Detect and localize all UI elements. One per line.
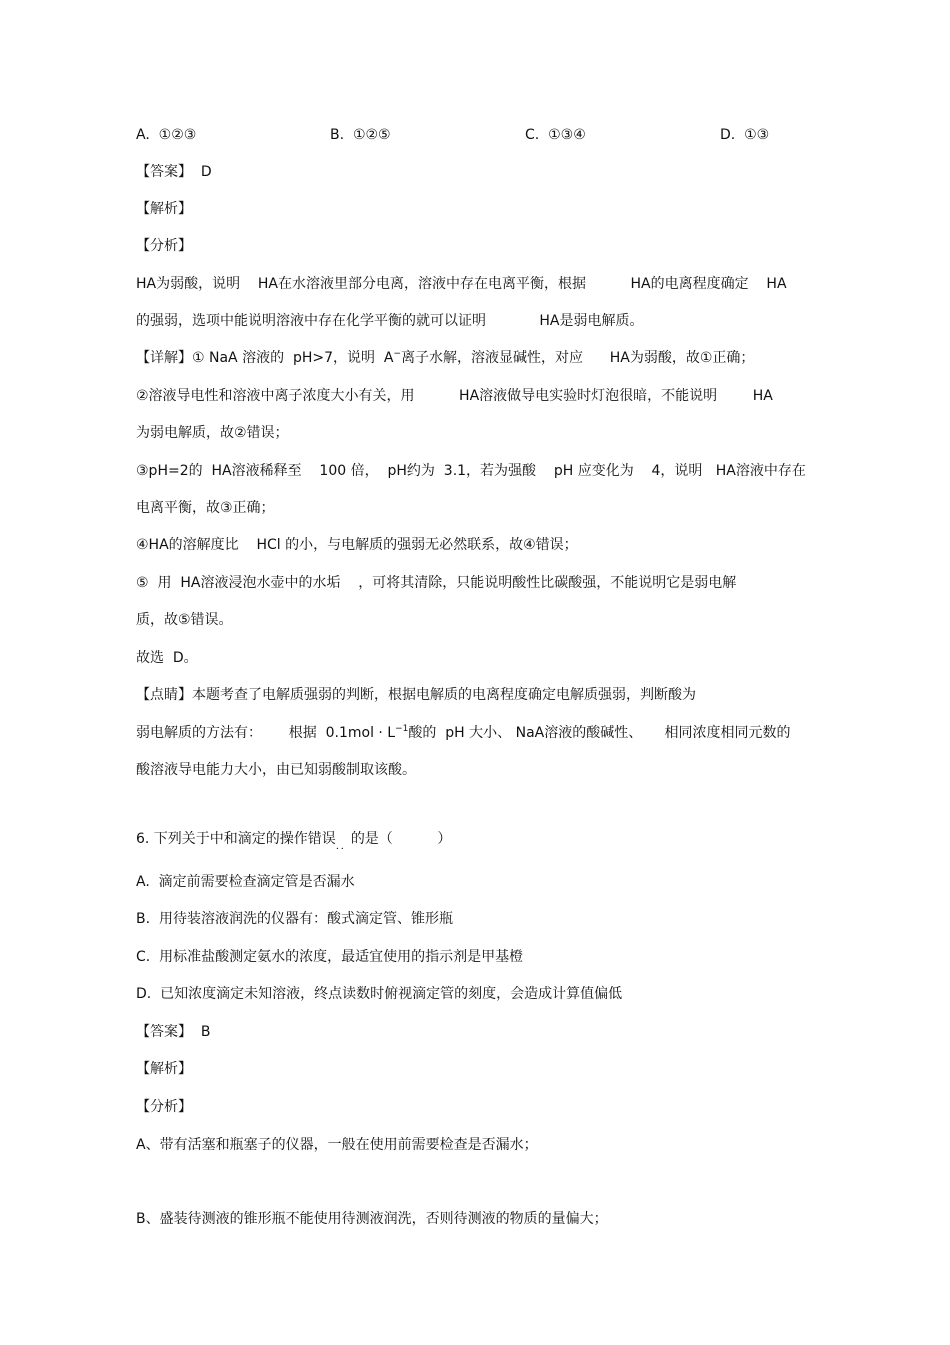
q5-jiexi-heading: 【解析】	[136, 201, 192, 217]
q5-detail-line-3b: 电离平衡，故③正确；	[136, 500, 275, 516]
q5-detail-line-5b: 质，故⑤错误。	[136, 612, 233, 628]
q5-answer: 【答案】 D	[136, 164, 212, 180]
q6-fenxi-heading: 【分析】	[136, 1099, 192, 1115]
q5-detail-1b: 离子水解，溶液显碱性，对应 HA为弱酸，故①正确；	[401, 350, 755, 366]
q6-analysis-a: A、带有活塞和瓶塞子的仪器，一般在使用前需要检查是否漏水；	[136, 1137, 538, 1153]
q5-detail-line-2b: 为弱电解质，故②错误；	[136, 425, 289, 441]
q6-stem	[136, 830, 451, 856]
q5-tip-line-2	[136, 724, 790, 742]
q6-option-a: A. 滴定前需要检查滴定管是否漏水	[136, 874, 355, 890]
q5-detail-1-superscript: −	[393, 349, 402, 359]
q6-analysis-b: B、盛装待测液的锥形瓶不能使用待测液润洗，否则待测液的物质的量偏大；	[136, 1211, 608, 1227]
q6-option-d: D. 已知浓度滴定未知溶液，终点读数时俯视滴定管的刻度，会造成计算值偏低	[136, 986, 623, 1002]
q5-tip-line-3: 酸溶液导电能力大小，由已知弱酸制取该酸。	[136, 762, 416, 778]
q6-answer: 【答案】 B	[136, 1024, 211, 1040]
q6-option-c: C. 用标准盐酸测定氨水的浓度，最适宜使用的指示剂是甲基橙	[136, 949, 524, 965]
q5-choose: 故选 D。	[136, 650, 198, 666]
q5-detail-line-4: ④HA的溶解度比 HCl 的小，与电解质的强弱无必然联系，故④错误；	[136, 537, 578, 553]
q5-analysis-line-1: HA为弱酸，说明 HA在水溶液里部分电离，溶液中存在电离平衡，根据 HA的电离程度确定 HA	[136, 276, 787, 292]
q6-option-b: B. 用待装溶液润洗的仪器有：酸式滴定管、锥形瓶	[136, 911, 453, 927]
q5-analysis-line-2: 的强弱，选项中能说明溶液中存在化学平衡的就可以证明 HA是弱电解质。	[136, 313, 644, 329]
q5-option-d: D. ①③	[720, 127, 770, 143]
q5-detail-line-5: ⑤ 用 HA溶液浸泡水壶中的水垢 ，可将其清除，只能说明酸性比碳酸强，不能说明它是弱电解	[136, 575, 737, 591]
q5-option-a: A. ①②③	[136, 127, 197, 143]
q6-emphasis-dots: ．．	[335, 841, 351, 852]
q5-tip-line-1: 【点睛】本题考查了电解质强弱的判断，根据电解质的电离程度确定电解质强弱，判断酸为	[136, 687, 696, 703]
q6-stem-a: 6. 下列关于中和滴定的操作错误	[136, 831, 336, 847]
q5-detail-line-3: ③pH=2的 HA溶液稀释至 100 倍， pH约为 3.1，若为强酸 pH 应变化为 4，说明 HA溶液中存在	[136, 463, 806, 479]
q5-tip-2b: 酸的 pH 大小、 NaA溶液的酸碱性、 相同浓度相同元数的	[408, 725, 791, 741]
q5-fenxi-heading: 【分析】	[136, 238, 192, 254]
q5-detail-1a: 【详解】① NaA 溶液的 pH>7，说明 A	[136, 350, 394, 366]
q5-detail-line-2: ②溶液导电性和溶液中离子浓度大小有关，用 HA溶液做导电实验时灯泡很暗，不能说明 HA	[136, 388, 773, 404]
q5-option-b: B. ①②⑤	[330, 127, 391, 143]
q5-detail-line-1	[136, 349, 754, 367]
q5-tip-2-superscript: −1	[395, 724, 409, 734]
q5-option-c: C. ①③④	[525, 127, 586, 143]
q6-jiexi-heading: 【解析】	[136, 1061, 192, 1077]
q6-stem-b: 的是（ ）	[350, 831, 452, 847]
q5-tip-2a: 弱电解质的方法有： 根据 0.1mol · L	[136, 725, 396, 741]
